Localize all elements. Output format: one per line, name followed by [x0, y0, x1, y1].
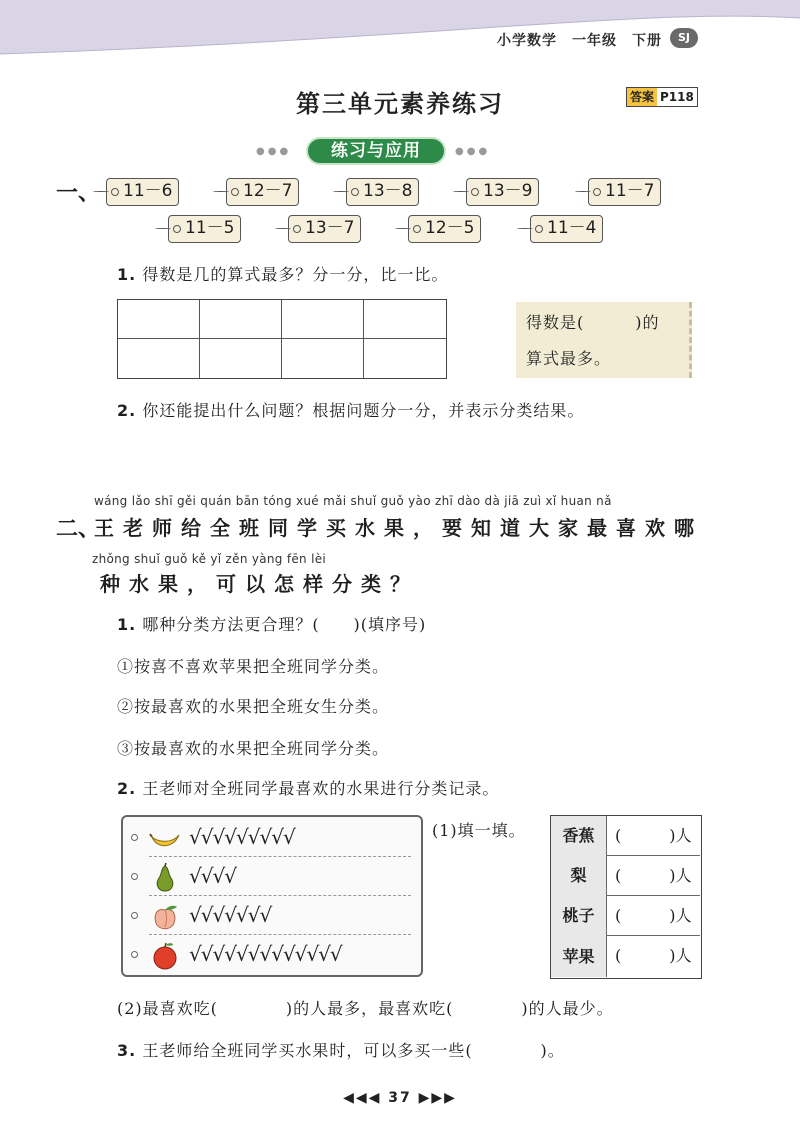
page-number: 37: [388, 1090, 412, 1106]
expression-tag: [168, 215, 241, 243]
fruit-name: 香蕉: [551, 816, 607, 856]
grid-cell[interactable]: [282, 339, 364, 378]
grid-cell[interactable]: [118, 339, 200, 378]
expression-text: 12－5: [425, 218, 475, 238]
part2-question-1: [117, 612, 426, 635]
section-banner: 练习与应用: [306, 137, 446, 165]
hole-icon: [131, 951, 138, 958]
question-text: 哪种分类方法更合理？( )(填序号): [142, 615, 427, 634]
table-row: [551, 936, 700, 977]
expression-tag: [530, 215, 603, 243]
table-row: [551, 816, 700, 856]
grid-cell[interactable]: [200, 339, 282, 378]
hole-icon: [131, 873, 138, 880]
page-footer: [0, 1090, 800, 1106]
pear-icon: [149, 862, 181, 892]
expression-text: 11－6: [123, 181, 173, 201]
fruit-record-board: [121, 815, 423, 977]
expression-tag: [346, 178, 419, 206]
part2-prompt-line-1: 王老师给全班同学买水果，要知道大家最喜欢哪: [94, 516, 703, 540]
part1-number: 一、: [56, 180, 101, 206]
answer-reference: [626, 87, 698, 107]
grid-cell[interactable]: [364, 300, 446, 339]
check-marks: √√√√√√√: [189, 903, 272, 927]
expression-tag: [226, 178, 299, 206]
part1-question-1: [117, 262, 448, 285]
part2-number: 二、: [56, 516, 101, 542]
expression-text: 13－9: [483, 181, 533, 201]
question-text: 你还能提出什么问题？根据问题分一分，并表示分类结果。: [142, 401, 585, 420]
question-number: 1.: [117, 265, 137, 284]
count-blank[interactable]: ( )人: [615, 906, 692, 925]
banana-icon: [149, 823, 181, 853]
question-number: 3.: [117, 1041, 137, 1060]
fruit-count-table: [550, 815, 702, 979]
expression-text: 12－7: [243, 181, 293, 201]
pinyin-line-2: zhǒng shuǐ guǒ kě yǐ zěn yàng fēn lèi: [92, 552, 327, 566]
header-course-label: 小学数学 一年级 下册: [497, 33, 662, 49]
board-row: [123, 858, 421, 896]
answer-label: 答案: [627, 88, 657, 106]
expression-tag: [288, 215, 361, 243]
question-number: 2.: [117, 401, 137, 420]
table-row: [551, 896, 700, 936]
pinyin-line-1: wáng lǎo shī gěi quán bān tóng xué mǎi shuǐ guǒ yào zhī dào dà jiā zuì xǐ huan nǎ: [94, 494, 612, 508]
question-text: 王老师给全班同学买水果时，可以多买一些( )。: [142, 1041, 565, 1060]
grid-cell[interactable]: [118, 300, 200, 339]
grid-cell[interactable]: [200, 300, 282, 339]
subquestion-1: (1)填一填。: [432, 821, 526, 840]
expression-tag: [588, 178, 661, 206]
note-line-1: 得数是( )的: [526, 313, 660, 332]
count-blank[interactable]: ( )人: [615, 826, 692, 845]
fruit-name: 梨: [551, 856, 607, 896]
edition-badge: SJ: [670, 28, 698, 48]
hole-icon: [131, 912, 138, 919]
expression-tag: [408, 215, 481, 243]
part2-prompt-line-2: 种水果，可以怎样分类？: [100, 572, 419, 596]
answer-note-card: [516, 302, 692, 378]
part1-question-2: [117, 398, 584, 421]
check-marks: √√√√√√√√√: [189, 825, 295, 849]
grid-cell[interactable]: [282, 300, 364, 339]
peach-icon: [149, 901, 181, 931]
fruit-name: 桃子: [551, 896, 607, 936]
expression-text: 13－7: [305, 218, 355, 238]
expression-text: 11－7: [605, 181, 655, 201]
board-row: [123, 819, 421, 857]
grid-cell[interactable]: [364, 339, 446, 378]
part2-question-3: [117, 1038, 565, 1061]
page-title: 第三单元素养练习: [296, 90, 504, 118]
question-text: 王老师对全班同学最喜欢的水果进行分类记录。: [142, 779, 500, 798]
board-row: [123, 936, 421, 974]
expression-tag: [106, 178, 179, 206]
check-marks: √√√√: [189, 864, 236, 888]
question-number: 2.: [117, 779, 137, 798]
board-row: [123, 897, 421, 935]
answer-page: P118: [660, 90, 694, 104]
hole-icon: [131, 834, 138, 841]
table-row: [551, 856, 700, 896]
expression-text: 13－8: [363, 181, 413, 201]
expression-text: 11－5: [185, 218, 235, 238]
prev-arrows-icon: ◀◀◀: [343, 1090, 382, 1106]
option-3: ③按最喜欢的水果把全班同学分类。: [117, 739, 390, 758]
banner-dots-left: ●●●: [256, 146, 292, 157]
option-2: ②按最喜欢的水果把全班女生分类。: [117, 697, 390, 716]
note-line-2: 算式最多。: [526, 349, 612, 368]
apple-icon: [149, 940, 181, 970]
sorting-grid[interactable]: [117, 299, 447, 379]
part2-question-2: [117, 776, 499, 799]
option-1: ①按喜不喜欢苹果把全班同学分类。: [117, 657, 390, 676]
count-blank[interactable]: ( )人: [615, 866, 692, 885]
check-marks: √√√√√√√√√√√√√: [189, 942, 342, 966]
next-arrows-icon: ▶▶▶: [418, 1090, 457, 1106]
question-text: 得数是几的算式最多？分一分，比一比。: [142, 265, 449, 284]
banner-dots-right: ●●●: [455, 146, 491, 157]
count-blank[interactable]: ( )人: [615, 946, 692, 965]
subquestion-2: (2)最喜欢吃( )的人最多，最喜欢吃( )的人最少。: [117, 999, 614, 1018]
expression-text: 11－4: [547, 218, 597, 238]
fruit-name: 苹果: [551, 936, 607, 977]
question-number: 1.: [117, 615, 137, 634]
expression-tag: [466, 178, 539, 206]
